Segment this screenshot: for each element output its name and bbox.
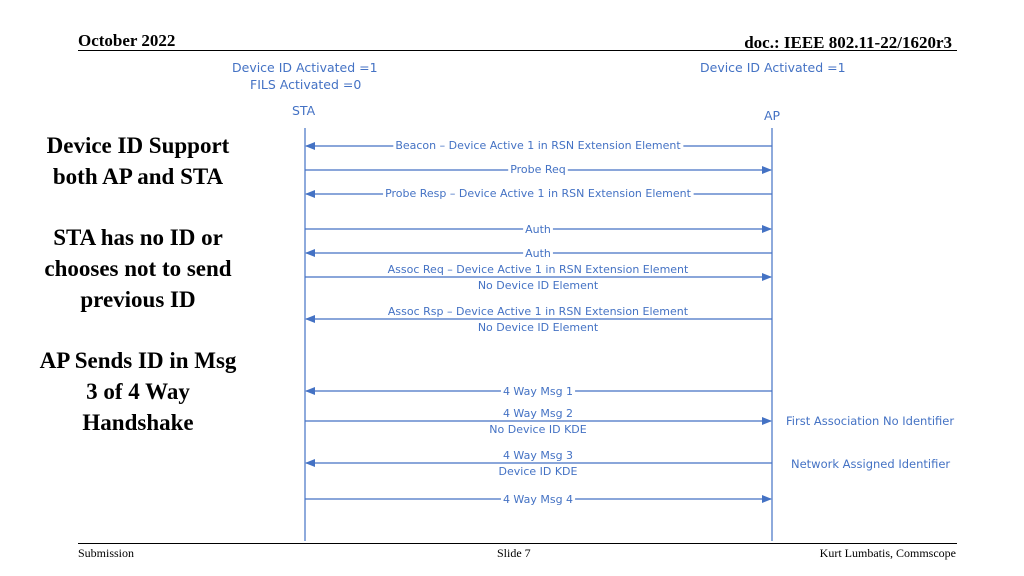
message-label: Probe Resp – Device Active 1 in RSN Extension Element xyxy=(385,187,691,200)
header-doc-id: doc.: IEEE 802.11-22/1620r3 xyxy=(744,33,952,52)
message-label: No Device ID Element xyxy=(477,279,599,292)
message-label: Beacon – Device Active 1 in RSN Extension Element xyxy=(395,139,681,152)
left-text-line: previous ID xyxy=(80,287,196,312)
left-text-line: STA has no ID or xyxy=(53,225,223,250)
message-label: Device ID KDE xyxy=(498,465,578,478)
left-text-line: Device ID Support xyxy=(46,133,230,158)
message-label: Assoc Req – Device Active 1 in RSN Extension Element xyxy=(387,263,689,276)
message-label: Auth xyxy=(525,247,551,260)
message-label: 4 Way Msg 4 xyxy=(502,493,574,506)
left-text-line: 3 of 4 Way xyxy=(86,379,190,404)
ap-label: AP xyxy=(764,108,781,123)
left-text-line: chooses not to send xyxy=(44,256,232,281)
sta-label: STA xyxy=(292,103,316,118)
left-text-line: both AP and STA xyxy=(52,164,224,189)
note-first-association: First Association No Identifier xyxy=(786,414,955,428)
message-label: Auth xyxy=(525,223,551,236)
message-label: No Device ID KDE xyxy=(489,423,587,436)
footer-slide-number: Slide 7 xyxy=(497,546,531,560)
sta-config-device-id: Device ID Activated =1 xyxy=(232,60,378,75)
footer-submission: Submission xyxy=(78,546,135,560)
ap-config-device-id: Device ID Activated =1 xyxy=(700,60,846,75)
message-label: 4 Way Msg 1 xyxy=(502,385,574,398)
footer-author: Kurt Lumbatis, Commscope xyxy=(819,546,956,560)
message-group xyxy=(305,139,772,506)
header-date: October 2022 xyxy=(78,31,176,50)
sta-config-fils: FILS Activated =0 xyxy=(250,77,362,92)
left-text-line: Handshake xyxy=(82,410,194,435)
left-text-line: AP Sends ID in Msg xyxy=(39,348,237,373)
message-label: 4 Way Msg 2 xyxy=(502,407,574,420)
message-label: 4 Way Msg 3 xyxy=(502,449,574,462)
footer-divider xyxy=(78,543,957,544)
message-label: No Device ID Element xyxy=(477,321,599,334)
note-network-assigned: Network Assigned Identifier xyxy=(791,457,951,471)
message-label: Assoc Rsp – Device Active 1 in RSN Extension Element xyxy=(387,305,689,318)
message-label: Probe Req xyxy=(510,163,566,176)
